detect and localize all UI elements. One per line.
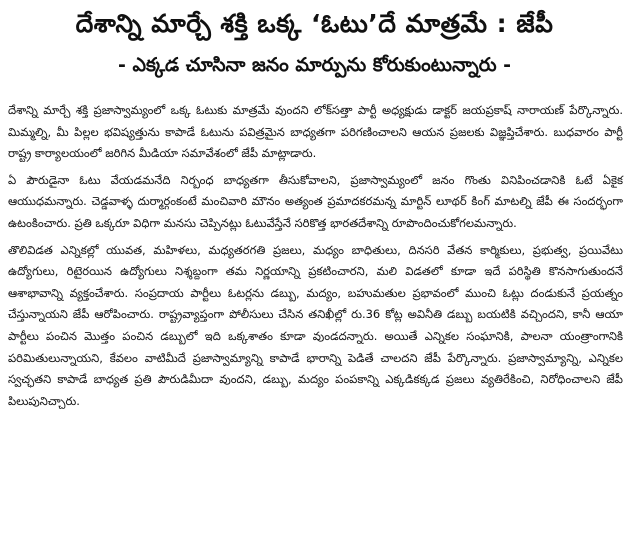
article-paragraph: తొలివిడత ఎన్నికల్లో యువత, మహిళలు, మధ్యతరగతి ప్రజలు, మధ్యం బాధితులు, దినసరి వేతన కార్మికులు, ప్రభుత్వ, ప్రయివేటు ఉద్యోగులు, రిటైరయిన ఉద్యోగులు నిశ్శబ్దంగా తమ నిర్ణయాన్ని ప్రకటించారని, మలి విడతలో కూడా ఇదే పరిస్థితి కొనసాగుతుందనే ఆశాభావాన్ని వ్యక్తంచేశారు. సంప్రదాయ పార్టీలు ఓటర్లను డబ్బు, మద్యం, బహుమతుల ప్రభావంలో ముంచి ఓట్లు దండుకునే ప్రయత్నం చేస్తున్నాయని జేపీ ఆరోపించారు. రాష్ట్రవ్యాప్తంగా పోలీసులు చేసిన తనిఖీల్లో రు.36 కోట్ల అవినీతి డబ్బు బయటికి వచ్చిందని, కానీ ఆయా పార్టీలు పంచిన మొత్తం పంచిన డబ్బులో ఇది ఒక్కశాతం కూడా వుండదన్నారు. అయితే ఎన్నికల సంఘానికి, పాలనా యంత్రాంగానికి పరిమితులున్నాయని, కేవలం వాటిమీదే ప్రజాస్వామ్యాన్ని కాపాడే భారాన్ని పెడితే చాలదని జేపీ పేర్కొన్నారు. ప్రజాస్వామ్యాన్ని, ఎన్నికల స్వచ్ఛతని కాపాడే బాధ్యత ప్రతి పౌరుడిమీదా వుందని, డబ్బు, మద్యం పంపకాన్ని ఎక్కడికక్కడ ప్రజలు వ్యతిరేకించి, నిరోధించాలని జేపీ పిలుపునిచ్చారు. <box>8 242 623 408</box>
article-body <box>6 100 623 412</box>
article-paragraph: ఏ పౌరుడైనా ఓటు వేయడమనేది నిర్బంధ బాధ్యతగా తీసుకోవాలని, ప్రజాస్వామ్యంలో జనం గొంతు వినిపించడానికి ఓటే ఏకైక ఆయుధమన్నారు. చెడ్డవాళ్ళ దుర్మార్గంకంటే మంచివారి మౌనం అత్యంత ప్రమాదకరమన్న మార్టిన్ లూథర్ కింగ్ మాటల్ని జేపీ ఈ సందర్భంగా ఉటంకించారు. ప్రతి ఒక్కరూ విధిగా మనసు చెప్పినట్లు ఓటువేస్తేనే సరికొత్త భారతదేశాన్ని రూపొందించుకోగలమన్నారు. <box>8 172 623 230</box>
article-paragraph: దేశాన్ని మార్చే శక్తి ప్రజాస్వామ్యంలో ఒక్క ఓటుకు మాత్రమే వుందని లోక్‌సత్తా పార్టీ అధ్యక్షుడు డాక్టర్ జయప్రకాష్ నారాయణ్ పేర్కొన్నారు. మిమ్మల్ని, మీ పిల్లల భవిష్యత్తును కాపాడే ఓటును పవిత్రమైన బాధ్యతగా పరిగణించాలని ఆయన ప్రజలకు విజ్ఞప్తిచేశారు. బుధవారం పార్టీ రాష్ట్ర కార్యాలయంలో జరిగిన మీడియా సమావేశంలో జేపీ మాట్లాడారు. <box>8 103 623 161</box>
article-subheadline: - ఎక్కడ చూసినా జనం మార్పును కోరుకుంటున్నారు - <box>117 54 512 76</box>
article-headline: దేశాన్ని మార్చే శక్తి ఒక్క ‘ఓటు’దే మాత్రమే : జేపీ <box>75 9 554 38</box>
